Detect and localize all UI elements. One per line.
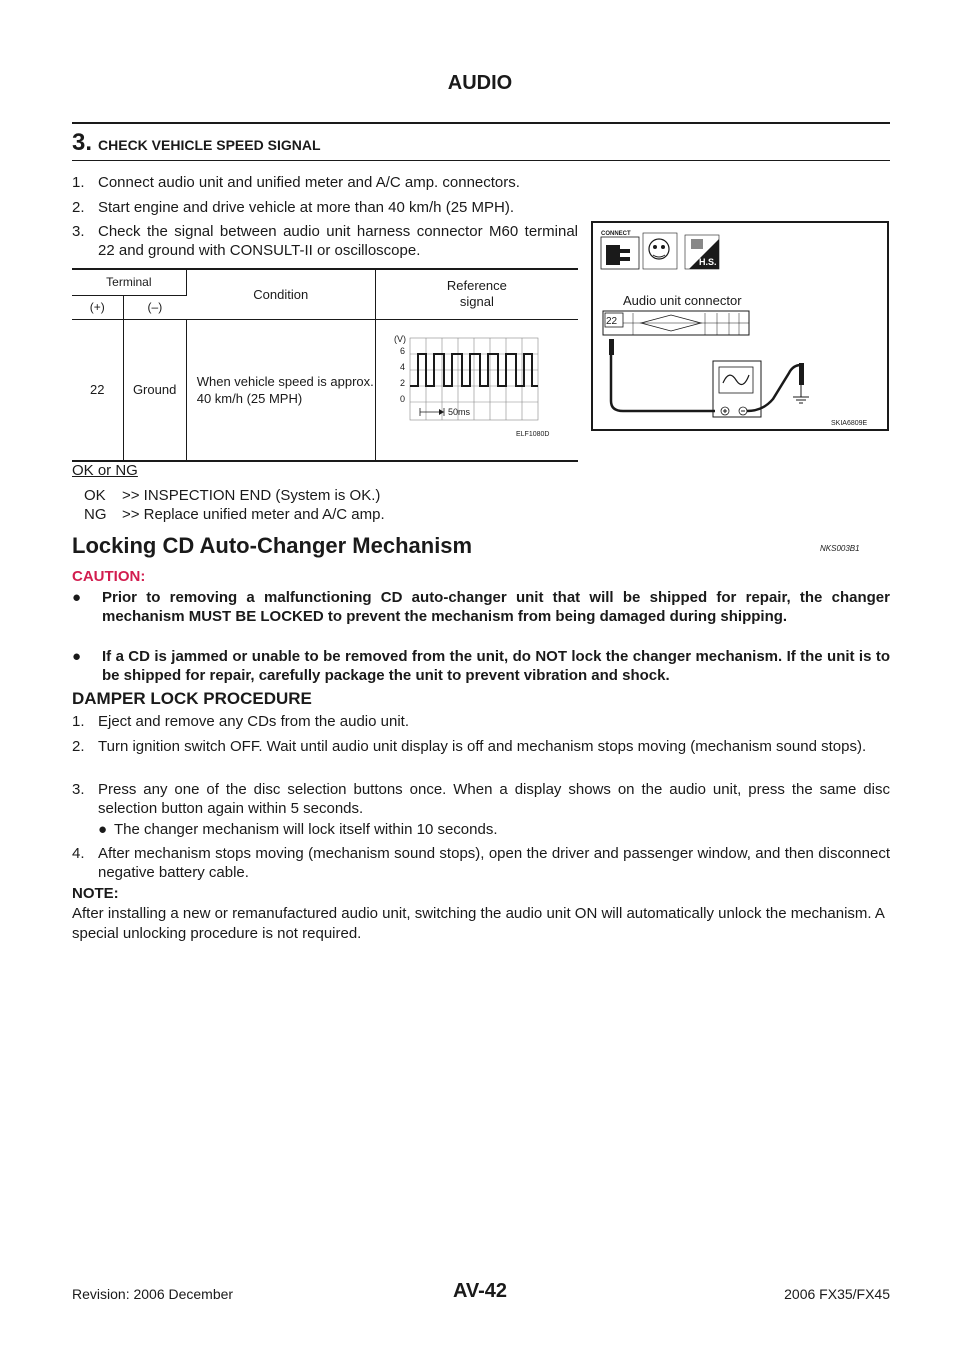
diagram-caption: SKIA6809E	[831, 420, 868, 427]
procedure-item-number: 4.	[72, 845, 85, 862]
header-condition: Condition	[186, 269, 375, 319]
cell-minus: Ground	[123, 319, 186, 461]
header-rule	[72, 122, 890, 124]
step-item-text: Connect audio unit and unified meter and A/C amp. connectors.	[98, 174, 520, 191]
result-ng-text: >> Replace unified meter and A/C amp.	[122, 506, 385, 523]
result-ng	[84, 506, 385, 523]
connector-label: Audio unit connector	[623, 293, 742, 308]
connect-label: CONNECT	[601, 231, 631, 237]
header-reference: Reference signal	[375, 269, 578, 319]
note-text: After installing a new or remanufactured audio unit, switching the audio unit ON will automatically unlock the mechanism. A special unlocking procedure is not required.	[72, 905, 885, 942]
result-ok	[84, 487, 380, 504]
procedure-item-text: Eject and remove any CDs from the audio unit.	[98, 713, 409, 730]
footer-revision: Revision: 2006 December	[72, 1286, 234, 1302]
procedure-title: DAMPER LOCK PROCEDURE	[72, 689, 312, 708]
probe-ground	[799, 363, 804, 385]
step-item-text: Start engine and drive vehicle at more than 40 km/h (25 MPH).	[98, 199, 515, 216]
bullet-icon: ●	[72, 648, 82, 665]
footer-model: 2006 FX35/FX45	[784, 1286, 890, 1302]
step-item-1	[72, 173, 890, 192]
probe-positive	[609, 339, 614, 355]
step-item-number: 1.	[72, 174, 85, 191]
scope-tick: 2	[400, 378, 406, 388]
caution-text: If a CD is jammed or unable to be removed from the unit, do NOT lock the changer mechanism. If the unit is to be shipped for repair, carefully package the unit to prevent vibration and shock.	[102, 648, 890, 684]
scope-tick: 0	[400, 394, 406, 404]
procedure-item-text: After mechanism stops moving (mechanism sound stops), open the driver and passenger window, and then disconnect negative battery cable.	[98, 845, 890, 881]
result-ok-text: >> INSPECTION END (System is OK.)	[122, 487, 381, 504]
section-title: Locking CD Auto-Changer Mechanism	[72, 533, 473, 558]
bullet-icon: ●	[98, 821, 108, 838]
hs-label: H.S.	[699, 257, 717, 267]
section-code: NKS003B1	[820, 544, 860, 553]
result-ok-label: OK	[84, 487, 106, 504]
cell-condition: When vehicle speed is approx. 40 km/h (25 MPH)	[186, 319, 375, 461]
procedure-item-3	[72, 780, 890, 818]
connector-diagram	[591, 221, 889, 431]
oscilloscope-figure	[392, 330, 552, 440]
caution-item-1	[72, 588, 890, 626]
procedure-item-number: 3.	[72, 781, 85, 798]
procedure-item-number: 1.	[72, 713, 85, 730]
sub-bullet-text: The changer mechanism will lock itself within 10 seconds.	[114, 821, 498, 838]
cell-plus: 22	[72, 319, 123, 461]
plug-icon	[606, 245, 620, 265]
header-plus: (+)	[72, 295, 123, 319]
step-number: 3.	[72, 129, 93, 156]
scope-caption: ELF1080D	[516, 431, 550, 438]
scope-unit: (V)	[394, 334, 406, 344]
oscilloscope-icon	[713, 361, 761, 417]
procedure-item-2	[72, 737, 890, 756]
service-mascot-icon	[643, 233, 677, 269]
step-item-text: Check the signal between audio unit harness connector M60 terminal 22 and ground with CONSULT-II or oscilloscope.	[98, 223, 578, 259]
step-item-number: 3.	[72, 223, 85, 240]
step-rule	[72, 160, 890, 161]
page-header-title: AUDIO	[447, 72, 513, 94]
note-label: NOTE:	[72, 885, 119, 902]
result-label: OK or NG	[72, 462, 138, 479]
procedure-item-text: Turn ignition switch OFF. Wait until audio unit display is off and mechanism stops moving (mechanism sound stops).	[98, 738, 867, 755]
caution-label: CAUTION:	[72, 568, 146, 585]
step-item-number: 2.	[72, 199, 85, 216]
procedure-item-4	[72, 844, 890, 882]
procedure-item-1	[72, 712, 890, 731]
procedure-item-text: Press any one of the disc selection buttons once. When a display shows on the audio unit, press the same disc selection button again within 5 seconds.	[98, 781, 890, 817]
result-ng-label: NG	[84, 506, 107, 523]
page-number: AV-42	[452, 1280, 508, 1302]
caution-text: Prior to removing a malfunctioning CD auto-changer unit that will be shipped for repair, the changer mechanism MUST BE LOCKED to prevent the mechanism from being damaged during shipping.	[102, 589, 890, 625]
step-item-3	[72, 222, 578, 260]
terminal-label: 22	[606, 316, 618, 327]
scope-tick: 4	[400, 362, 406, 372]
step-heading	[72, 129, 321, 157]
header-minus: (–)	[123, 295, 186, 319]
bullet-icon: ●	[72, 589, 82, 606]
header-terminal: Terminal	[72, 269, 186, 295]
scope-tick: 6	[400, 346, 406, 356]
harness-side-icon	[685, 235, 719, 269]
caution-item-2	[72, 647, 890, 685]
procedure-item-number: 2.	[72, 738, 85, 755]
scope-time-label: 50ms	[448, 407, 471, 417]
oscilloscope-svg	[392, 330, 552, 440]
step-item-2	[72, 198, 890, 217]
procedure-sub-bullet	[98, 821, 878, 838]
step-title: CHECK VEHICLE SPEED SIGNAL	[98, 137, 321, 153]
connector-diagram-svg	[593, 223, 887, 429]
